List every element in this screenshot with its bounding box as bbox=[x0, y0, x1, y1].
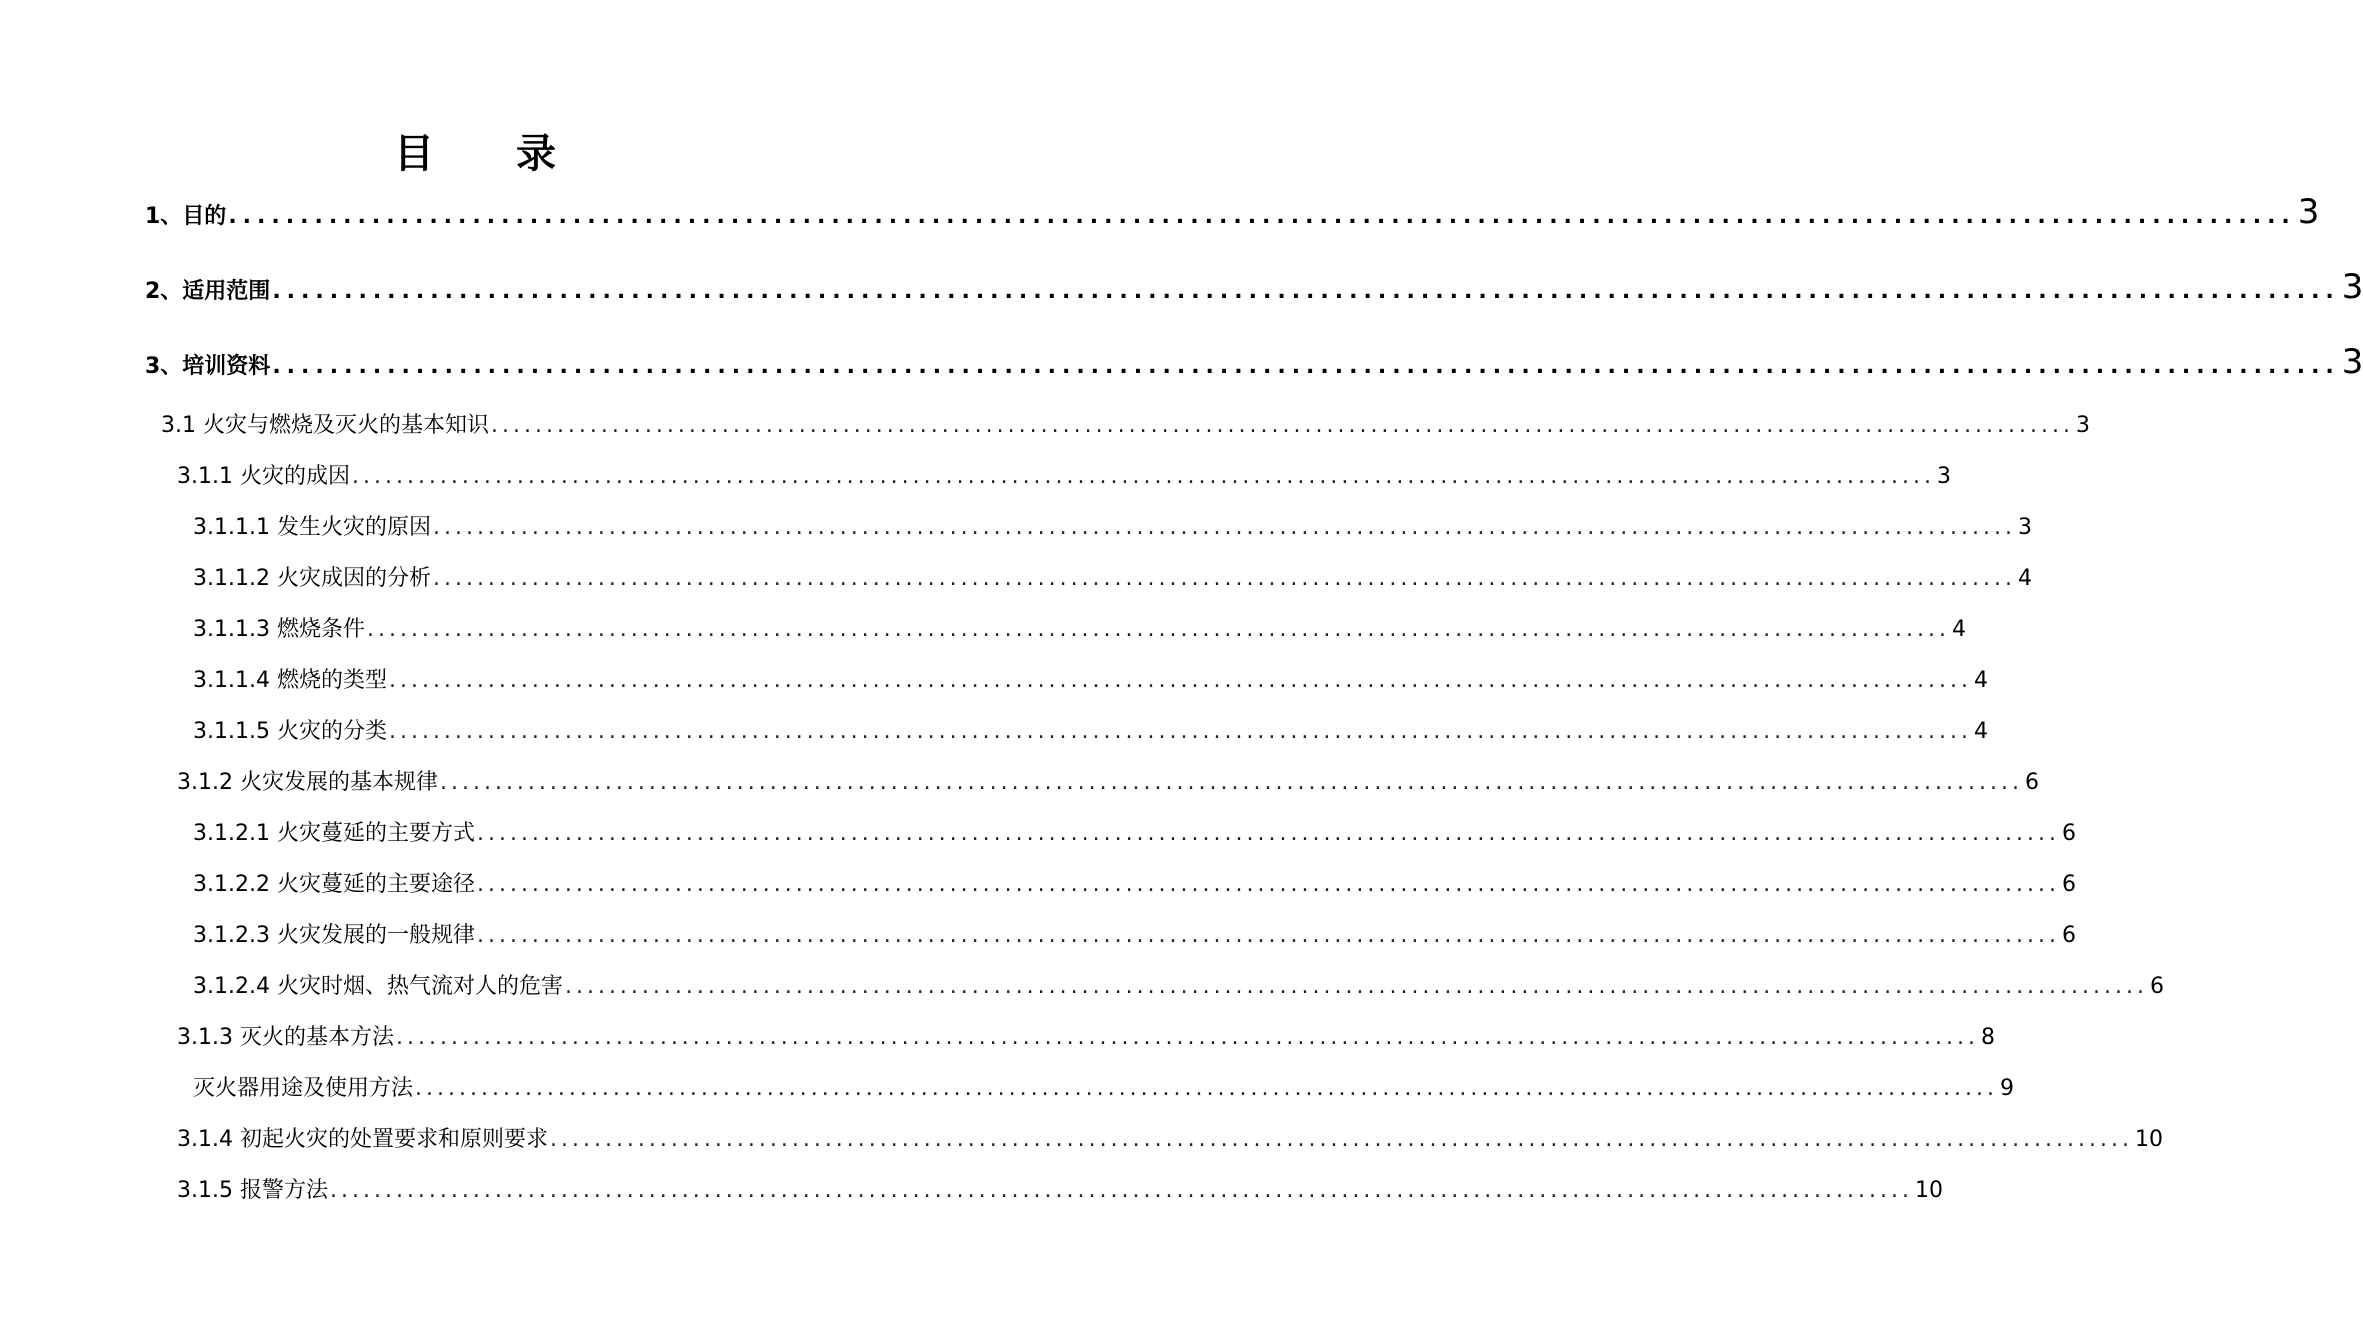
toc-entry[interactable] bbox=[193, 714, 1988, 750]
dot-leader: ................................................................................................................................................ bbox=[432, 515, 2016, 540]
toc-entry-label: 3.1.2.1 火灾蔓延的主要方式 bbox=[193, 821, 475, 846]
toc-entry-page: 6 bbox=[2061, 821, 2076, 846]
dot-leader: ................................................................................................................................................ bbox=[476, 872, 2060, 897]
dot-leader: ................................................................................................................................................ bbox=[228, 204, 2296, 229]
toc-entry-page: 6 bbox=[2025, 770, 2039, 795]
toc-entry[interactable] bbox=[177, 459, 1951, 495]
toc-entry-page: 10 bbox=[2135, 1127, 2163, 1152]
toc-entry-page: 6 bbox=[2149, 974, 2164, 999]
toc-entry-label: 3.1.2.2 火灾蔓延的主要途径 bbox=[193, 872, 475, 897]
dot-leader: ................................................................................................................................................ bbox=[476, 821, 2060, 846]
toc-entry-page: 6 bbox=[2061, 923, 2076, 948]
toc-entry[interactable] bbox=[177, 1020, 1995, 1056]
toc-entry-page: 10 bbox=[1915, 1178, 1943, 1203]
toc-entry-label: 灭火器用途及使用方法 bbox=[193, 1076, 414, 1101]
toc-entry-label: 3.1 火灾与燃烧及灭火的基本知识 bbox=[161, 413, 489, 438]
dot-leader: ................................................................................................................................................ bbox=[432, 566, 2016, 591]
toc-entry-page: 3 bbox=[2341, 342, 2363, 382]
dot-leader: ................................................................................................................................................ bbox=[272, 354, 2340, 379]
toc-entry-label: 3.1.1.2 火灾成因的分析 bbox=[193, 566, 431, 591]
toc-entry[interactable] bbox=[177, 1173, 1943, 1209]
toc-entry[interactable] bbox=[161, 408, 2090, 444]
toc-entry[interactable] bbox=[193, 969, 2164, 1005]
toc-entry-page: 9 bbox=[2000, 1076, 2015, 1101]
toc-entry-page: 4 bbox=[2017, 566, 2032, 591]
toc-entry[interactable] bbox=[177, 765, 2039, 801]
toc-entry-page: 3 bbox=[1937, 464, 1951, 489]
dot-leader: ................................................................................................................................................ bbox=[490, 413, 2074, 438]
toc-entry-label: 3.1.1.4 燃烧的类型 bbox=[193, 668, 387, 693]
toc-entry-label: 3、培训资料 bbox=[145, 354, 271, 379]
toc-entry-page: 3 bbox=[2017, 515, 2032, 540]
toc-entry-label: 3.1.1.5 火灾的分类 bbox=[193, 719, 387, 744]
dot-leader: ................................................................................................................................................ bbox=[388, 668, 1972, 693]
toc-entry[interactable] bbox=[193, 663, 1988, 699]
toc-entry[interactable] bbox=[193, 918, 2076, 954]
toc-entry-label: 3.1.2.4 火灾时烟、热气流对人的危害 bbox=[193, 974, 563, 999]
dot-leader: ................................................................................................................................................ bbox=[329, 1178, 1913, 1203]
toc-entry-label: 3.1.5 报警方法 bbox=[177, 1178, 328, 1203]
dot-leader: ................................................................................................................................................ bbox=[439, 770, 2023, 795]
toc-entry-page: 3 bbox=[2297, 192, 2320, 232]
toc-entry-label: 3.1.3 灭火的基本方法 bbox=[177, 1025, 394, 1050]
toc-entry[interactable] bbox=[193, 867, 2076, 903]
toc-entry-page: 3 bbox=[2076, 413, 2090, 438]
dot-leader: ................................................................................................................................................ bbox=[272, 279, 2340, 304]
toc-entry-label: 3.1.1.1 发生火灾的原因 bbox=[193, 515, 431, 540]
toc-entry-page: 3 bbox=[2341, 267, 2363, 307]
dot-leader: ................................................................................................................................................ bbox=[395, 1025, 1979, 1050]
toc-entry-page: 4 bbox=[1973, 719, 1988, 744]
toc-entry-label: 3.1.1 火灾的成因 bbox=[177, 464, 350, 489]
toc-entry-page: 4 bbox=[1973, 668, 1988, 693]
toc-entry-page: 4 bbox=[1951, 617, 1966, 642]
toc-entry[interactable] bbox=[145, 267, 2363, 307]
toc-entry[interactable] bbox=[193, 612, 1966, 648]
page-title: 目 录 bbox=[394, 131, 590, 177]
dot-leader: ................................................................................................................................................ bbox=[366, 617, 1950, 642]
toc-entry-label: 1、目的 bbox=[145, 204, 227, 229]
toc-entry[interactable] bbox=[145, 192, 2320, 232]
toc-entry-label: 3.1.2.3 火灾发展的一般规律 bbox=[193, 923, 475, 948]
toc-entry-label: 3.1.1.3 燃烧条件 bbox=[193, 617, 365, 642]
dot-leader: ................................................................................................................................................ bbox=[415, 1076, 1999, 1101]
toc-entry[interactable] bbox=[177, 1122, 2163, 1158]
toc-entry-label: 3.1.2 火灾发展的基本规律 bbox=[177, 770, 438, 795]
dot-leader: ................................................................................................................................................ bbox=[476, 923, 2060, 948]
toc-entry[interactable] bbox=[145, 342, 2363, 382]
toc-entry[interactable] bbox=[193, 816, 2076, 852]
toc-entry-page: 8 bbox=[1981, 1025, 1995, 1050]
toc-entry[interactable] bbox=[193, 561, 2032, 597]
dot-leader: ................................................................................................................................................ bbox=[564, 974, 2148, 999]
toc-entry-label: 3.1.4 初起火灾的处置要求和原则要求 bbox=[177, 1127, 548, 1152]
dot-leader: ................................................................................................................................................ bbox=[388, 719, 1972, 744]
toc-entry-label: 2、适用范围 bbox=[145, 279, 271, 304]
toc-entry-page: 6 bbox=[2061, 872, 2076, 897]
dot-leader: ................................................................................................................................................ bbox=[351, 464, 1935, 489]
toc-entry[interactable] bbox=[193, 510, 2032, 546]
toc-entry[interactable] bbox=[193, 1071, 2015, 1107]
dot-leader: ................................................................................................................................................ bbox=[549, 1127, 2133, 1152]
